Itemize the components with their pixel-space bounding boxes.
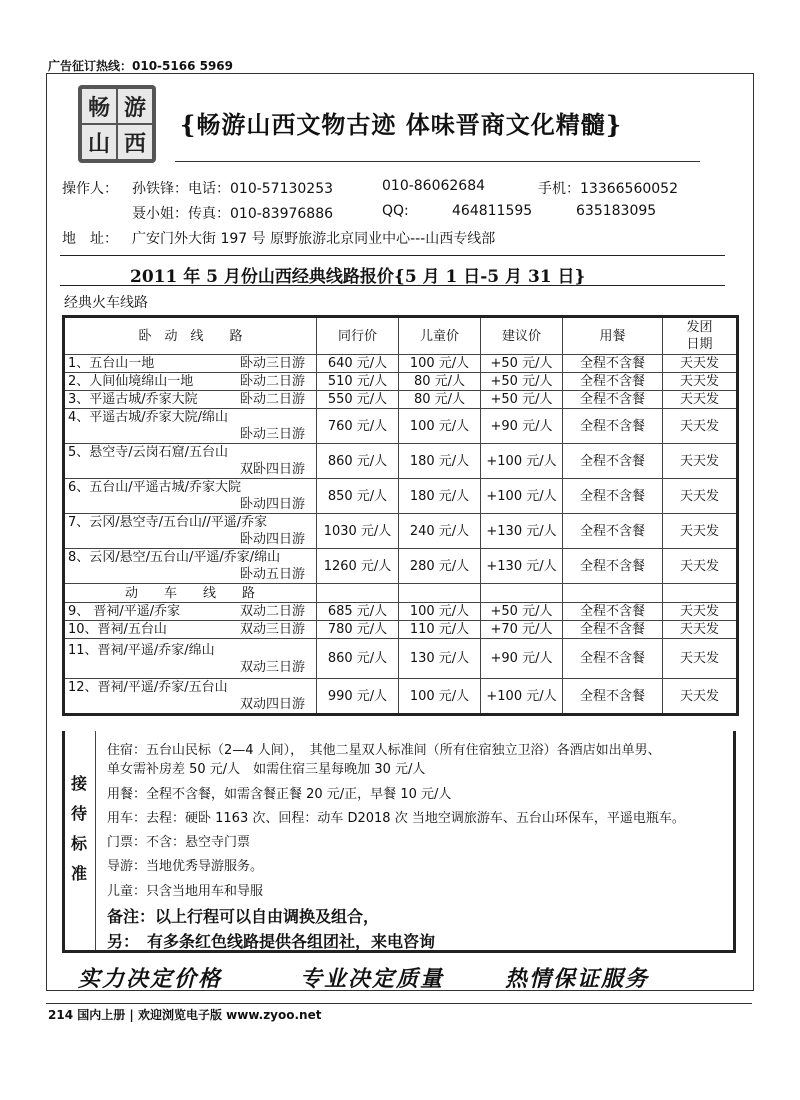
ad-hotline: 广告征订热线：010-5166 5969: [48, 59, 234, 73]
meal: 全程不含餐: [563, 514, 663, 549]
logo-char-1: 畅: [82, 89, 116, 123]
table-row: [64, 679, 738, 715]
label-char: 接: [71, 774, 88, 793]
divider: [46, 1003, 752, 1004]
qq-number-1: 464811595: [452, 203, 533, 219]
meal: 全程不含餐: [563, 409, 663, 444]
child-price: 100 元/人: [399, 355, 481, 373]
route-days: 卧动三日游: [239, 356, 305, 371]
divider: [60, 285, 725, 286]
departure: 天天发: [663, 639, 738, 679]
slogan: {畅游山西文物古迹 体味晋商文化精髓}: [180, 110, 623, 139]
route-days: 双动二日游: [239, 604, 305, 619]
suggested-price: +100 元/人: [481, 679, 563, 715]
route-name: 8、云冈/悬空/五台山/平遥/乔家/绵山: [68, 550, 281, 565]
departure: 天天发: [663, 444, 738, 479]
sun-phone-2: 010-86062684: [382, 178, 486, 194]
route-days: 卧动四日游: [239, 532, 305, 547]
departure: 天天发: [663, 409, 738, 444]
departure: 天天发: [663, 355, 738, 373]
route-name: 5、悬空寺/云岗石窟/五台山: [68, 445, 229, 460]
suggested-price: +50 元/人: [481, 373, 563, 391]
table-row: [64, 391, 738, 409]
child-price: 280 元/人: [399, 549, 481, 584]
address-label: 地 址：: [62, 231, 118, 247]
mobile-number: 手机：13366560052: [538, 181, 678, 197]
route-name: 12、晋祠/平遥/乔家/五台山: [68, 680, 228, 695]
peer-price: 550 元/人: [317, 391, 399, 409]
suggested-price: +130 元/人: [481, 514, 563, 549]
qq-label: QQ:: [382, 203, 409, 219]
route-days: 双卧四日游: [239, 462, 305, 477]
departure: 天天发: [663, 603, 738, 621]
header-departure-line-1: 发团: [686, 320, 713, 335]
header-departure-line-2: 日期: [686, 337, 713, 352]
ticket-policy: 门票：不含：悬空寺门票: [107, 835, 251, 850]
label-char: 待: [71, 804, 88, 823]
route-name: 1、五台山一地: [68, 356, 155, 371]
peer-price: 685 元/人: [317, 603, 399, 621]
table-row: [64, 409, 738, 444]
table-row: [64, 603, 738, 621]
motto-2: 专业决定质量: [300, 966, 445, 992]
child-price: 100 元/人: [399, 603, 481, 621]
table-row: [64, 373, 738, 391]
suggested-price: +50 元/人: [481, 603, 563, 621]
table-row: [64, 639, 738, 679]
route-days: 卧动二日游: [239, 374, 305, 389]
peer-price: 780 元/人: [317, 621, 399, 639]
meal: 全程不含餐: [563, 603, 663, 621]
child-price: 100 元/人: [399, 409, 481, 444]
peer-price: 1030 元/人: [317, 514, 399, 549]
departure: 天天发: [663, 621, 738, 639]
peer-price: 640 元/人: [317, 355, 399, 373]
price-title: 2011 年 5 月份山西经典线路报价{5 月 1 日-5 月 31 日}: [130, 267, 586, 287]
route-days: 双动三日游: [239, 659, 305, 675]
table-row: [64, 355, 738, 373]
operator-label: 操作人：: [62, 181, 118, 197]
divider: [175, 161, 700, 162]
meal: 全程不含餐: [563, 549, 663, 584]
peer-price: 860 元/人: [317, 444, 399, 479]
note-line-1: 备注：以上行程可以自由调换及组合，: [107, 907, 380, 926]
header-meal: 用餐: [563, 317, 663, 355]
route-days: 双动四日游: [239, 697, 305, 712]
child-price: 180 元/人: [399, 444, 481, 479]
suggested-price: +50 元/人: [481, 355, 563, 373]
note-line-2: 另： 有多条红色线路提供各组团社，来电咨询: [107, 932, 436, 951]
child-price: 180 元/人: [399, 479, 481, 514]
logo-char-3: 山: [82, 125, 116, 159]
guide-policy: 导游：当地优秀导游服务。: [107, 859, 264, 874]
peer-price: 510 元/人: [317, 373, 399, 391]
suggested-price: +70 元/人: [481, 621, 563, 639]
peer-price: 860 元/人: [317, 639, 399, 679]
peer-price: 760 元/人: [317, 409, 399, 444]
suggested-price: +100 元/人: [481, 444, 563, 479]
page-footer: 214 国内上册 | 欢迎浏览电子版 www.zyoo.net: [48, 1008, 322, 1022]
child-price: 80 元/人: [399, 391, 481, 409]
bullet-train-heading: 动 车 线 路: [64, 584, 317, 603]
suggested-price: +90 元/人: [481, 409, 563, 444]
brand-logo: [78, 85, 156, 163]
child-price: 130 元/人: [399, 639, 481, 679]
child-price: 100 元/人: [399, 679, 481, 715]
route-name: 4、平遥古城/乔家大院/绵山: [68, 410, 229, 425]
meal: 全程不含餐: [563, 639, 663, 679]
departure: 天天发: [663, 391, 738, 409]
logo-char-4: 西: [118, 125, 152, 159]
departure: 天天发: [663, 679, 738, 715]
suggested-price: +100 元/人: [481, 479, 563, 514]
header-suggested-price: 建议价: [481, 317, 563, 355]
route-name: 6、五台山/平遥古城/乔家大院: [68, 480, 242, 495]
departure: 天天发: [663, 549, 738, 584]
suggested-price: +90 元/人: [481, 639, 563, 679]
peer-price: 1260 元/人: [317, 549, 399, 584]
route-price-table: [62, 315, 739, 716]
departure: 天天发: [663, 514, 738, 549]
sun-contact: 孙铁锋：电话：010-57130253: [132, 181, 334, 197]
label-char: 标: [71, 834, 88, 853]
route-name: 2、人间仙境绵山一地: [68, 374, 194, 389]
departure: 天天发: [663, 479, 738, 514]
reception-standards-box: [62, 731, 736, 953]
table-row: [64, 584, 738, 603]
meal: 全程不含餐: [563, 373, 663, 391]
header-departure: [663, 317, 738, 355]
header-child-price: 儿童价: [399, 317, 481, 355]
table-row: [64, 549, 738, 584]
transport-policy: 用车：去程：硬卧 1163 次、回程：动车 D2018 次 当地空调旅游车、五台山环保车，平遥电瓶车。: [107, 811, 685, 826]
nie-contact: 聂小姐：传真：010-83976886: [132, 206, 334, 222]
meal: 全程不含餐: [563, 479, 663, 514]
peer-price: 990 元/人: [317, 679, 399, 715]
lodging-line-2: 单女需补房差 50 元/人 如需住宿三星每晚加 30 元/人: [107, 762, 426, 777]
qq-number-2: 635183095: [576, 203, 657, 219]
lodging-line-1: 住宿：五台山民标（2—4 人间）， 其他二星双人标准间（所有住宿独立卫浴）各酒店如出单男、: [107, 743, 661, 758]
header-route: 卧 动 线 路: [64, 317, 317, 355]
peer-price: 850 元/人: [317, 479, 399, 514]
child-price: 240 元/人: [399, 514, 481, 549]
label-char: 准: [71, 864, 88, 883]
route-days: 卧动五日游: [239, 567, 305, 582]
divider: [60, 255, 725, 256]
header-peer-price: 同行价: [317, 317, 399, 355]
table-row: [64, 444, 738, 479]
meal: 全程不含餐: [563, 355, 663, 373]
meal: 全程不含餐: [563, 679, 663, 715]
table-row: [64, 514, 738, 549]
logo-char-2: 游: [118, 89, 152, 123]
route-days: 卧动三日游: [239, 427, 305, 442]
route-name: 10、晋祠/五台山: [68, 622, 167, 637]
meal-policy: 用餐：全程不含餐，如需含餐正餐 20 元/正，早餐 10 元/人: [107, 787, 452, 802]
meal: 全程不含餐: [563, 621, 663, 639]
table-row: [64, 479, 738, 514]
suggested-price: +50 元/人: [481, 391, 563, 409]
reception-standards-label: [65, 731, 96, 950]
motto-1: 实力决定价格: [78, 966, 223, 992]
meal: 全程不含餐: [563, 391, 663, 409]
child-price: 80 元/人: [399, 373, 481, 391]
motto-3: 热情保证服务: [505, 966, 650, 992]
route-days: 卧动二日游: [239, 392, 305, 407]
route-name: 11、晋祠/平遥/乔家/绵山: [68, 642, 215, 658]
child-price: 110 元/人: [399, 621, 481, 639]
route-days: 卧动四日游: [239, 497, 305, 512]
route-name: 7、云冈/悬空寺/五台山//平遥/乔家: [68, 515, 268, 530]
route-name: 3、平遥古城/乔家大院: [68, 392, 198, 407]
route-days: 双动三日游: [239, 622, 305, 637]
children-policy: 儿童：只含当地用车和导服: [107, 884, 264, 899]
meal: 全程不含餐: [563, 444, 663, 479]
suggested-price: +130 元/人: [481, 549, 563, 584]
section-label: 经典火车线路: [64, 295, 148, 311]
address: 广安门外大街 197 号 原野旅游北京同业中心---山西专线部: [132, 231, 496, 247]
departure: 天天发: [663, 373, 738, 391]
table-row: [64, 621, 738, 639]
route-name: 9、 晋祠/平遥/乔家: [68, 604, 181, 619]
